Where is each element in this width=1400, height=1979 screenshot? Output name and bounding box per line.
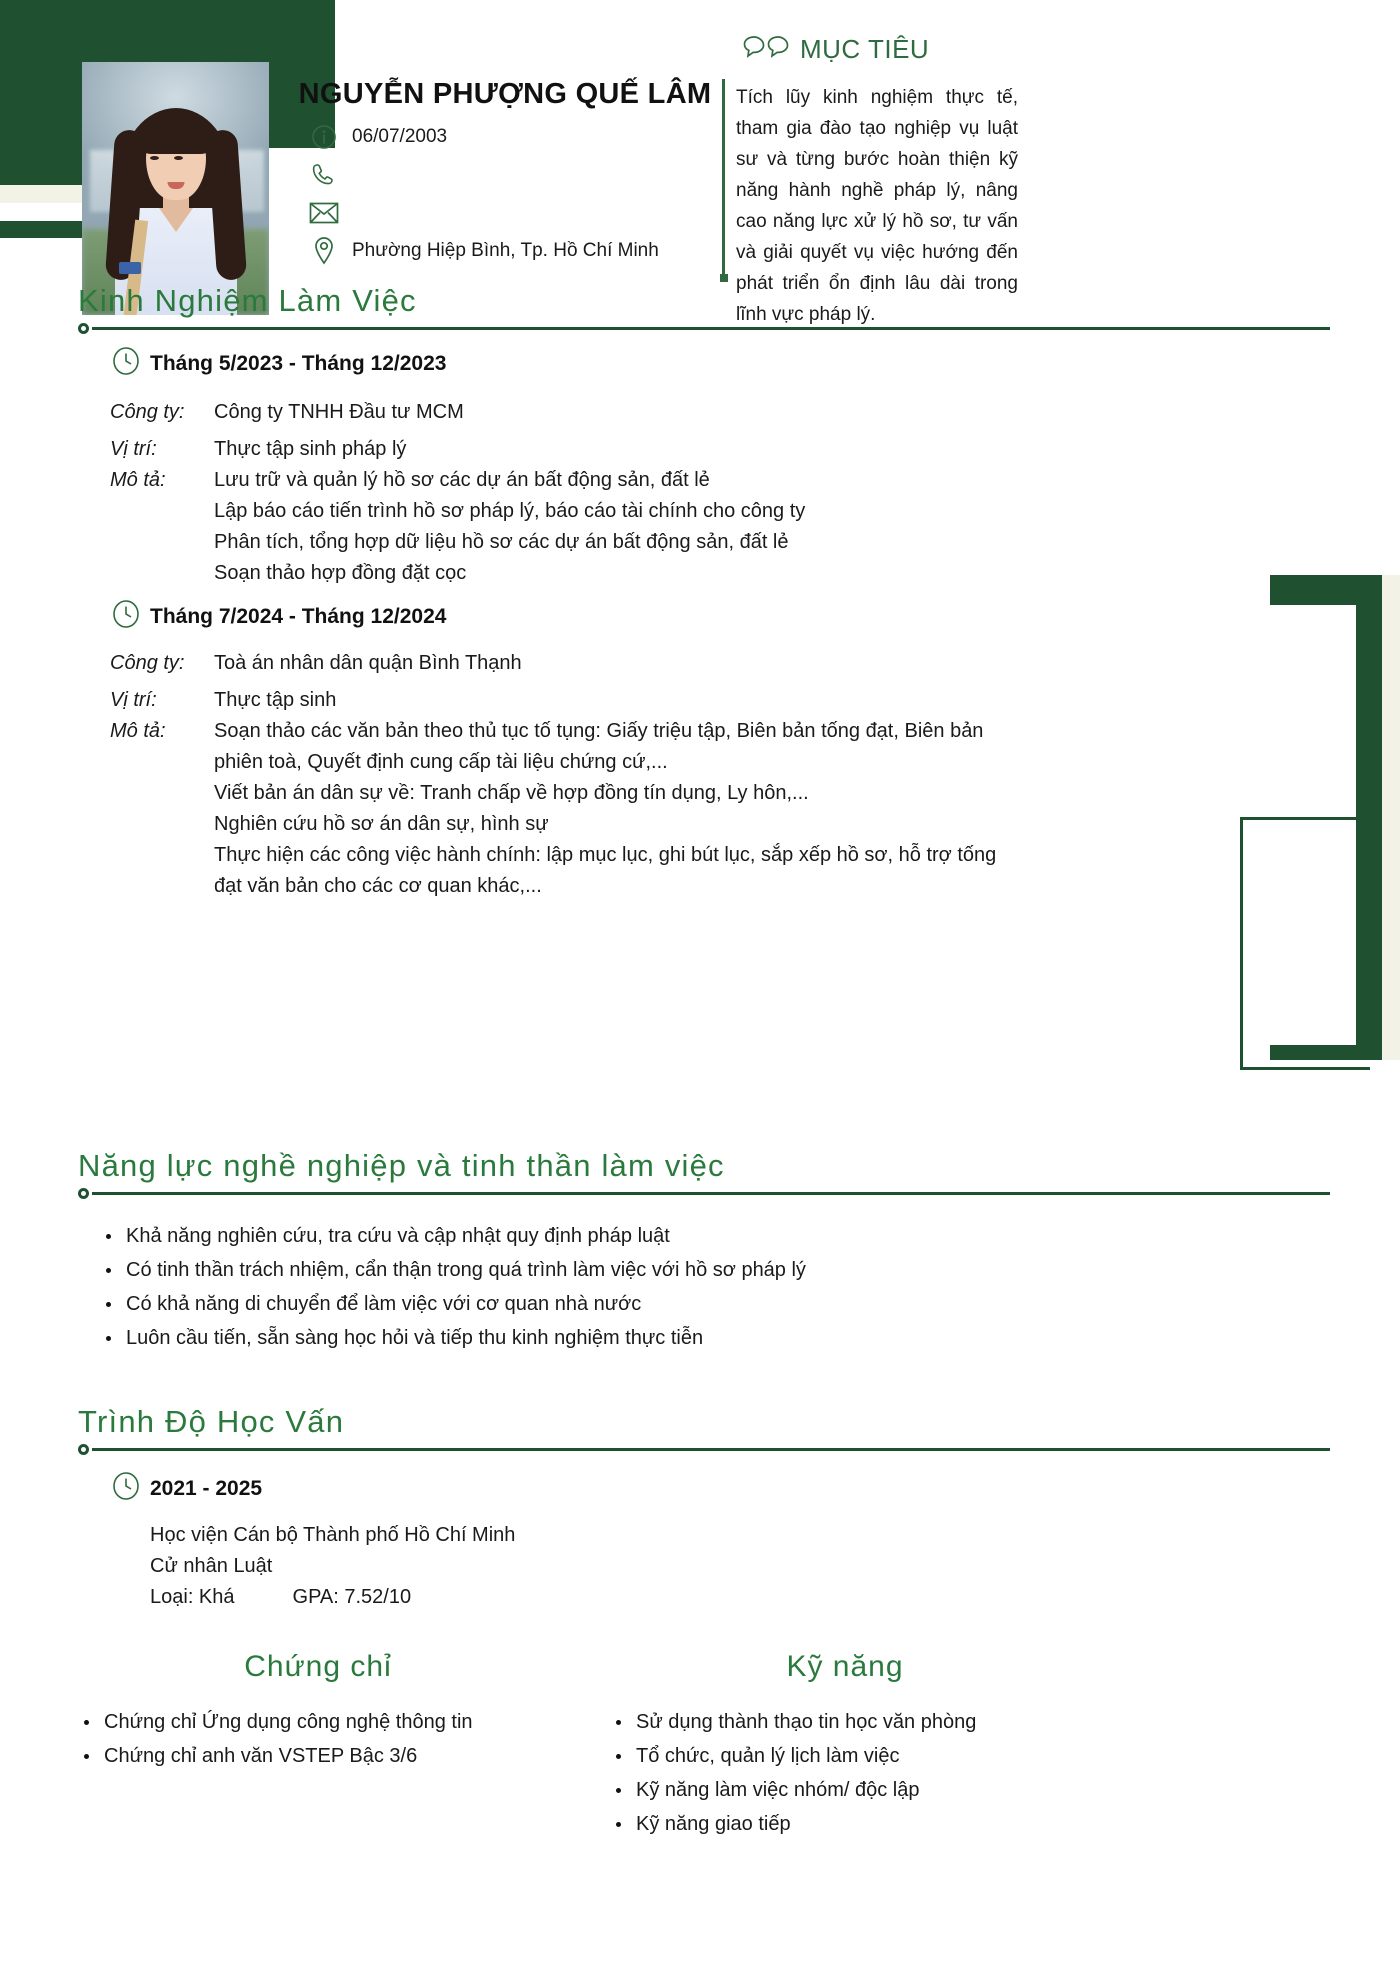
certificates-list xyxy=(78,1705,598,1773)
experience-position-2: Thực tập sinh xyxy=(214,689,337,711)
list-item: Kỹ năng giao tiếp xyxy=(610,1807,1230,1841)
education-degree: Cử nhân Luật xyxy=(150,1555,273,1577)
experience-item-2 xyxy=(110,598,1020,902)
list-item: Chứng chỉ anh văn VSTEP Bậc 3/6 xyxy=(78,1739,598,1773)
experience-desc-line: Lập báo cáo tiến trình hồ sơ pháp lý, báo cáo tài chính cho công ty xyxy=(214,500,806,522)
list-item: Tổ chức, quản lý lịch làm việc xyxy=(610,1739,1230,1773)
experience-company-row-2 xyxy=(110,648,1020,679)
competency-list xyxy=(100,1219,1220,1355)
objective-divider xyxy=(722,79,725,277)
label-description: Mô tả: xyxy=(110,469,166,491)
list-item: Có khả năng di chuyển để làm việc với cơ quan nhà nước xyxy=(100,1287,1220,1321)
section-title-education: Trình Độ Học Vấn xyxy=(78,1404,345,1439)
mail-icon xyxy=(306,201,342,225)
list-item: Có tinh thần trách nhiệm, cẩn thận trong quá trình làm việc với hồ sơ pháp lý xyxy=(100,1253,1220,1287)
list-item: Khả năng nghiên cứu, tra cứu và cập nhật quy định pháp luật xyxy=(100,1219,1220,1253)
experience-date-row-2 xyxy=(110,598,1020,636)
section-title-certificates: Chứng chỉ xyxy=(244,1650,392,1683)
education-grade-row xyxy=(110,1582,910,1613)
education-date-row xyxy=(110,1470,910,1508)
section-divider-competency xyxy=(78,1188,1330,1200)
experience-company-2: Toà án nhân dân quận Bình Thạnh xyxy=(214,652,522,674)
education-grade: Loại: Khá xyxy=(150,1586,235,1608)
label-company: Công ty: xyxy=(110,401,185,423)
experience-date-2: Tháng 7/2024 - Tháng 12/2024 xyxy=(150,605,447,628)
phone-icon xyxy=(306,161,342,189)
experience-position-row-1 xyxy=(110,434,1010,465)
page-title: NGUYỄN PHƯỢNG QUẾ LÂM xyxy=(298,78,712,110)
experience-company-row-1 xyxy=(110,397,1010,428)
experience-company-1: Công ty TNHH Đầu tư MCM xyxy=(214,401,464,423)
label-company: Công ty: xyxy=(110,652,185,674)
experience-desc-line: Lưu trữ và quản lý hồ sơ các dự án bất động sản, đất lẻ xyxy=(214,469,710,491)
profile-photo xyxy=(82,62,269,315)
birthdate-value: 06/07/2003 xyxy=(352,126,448,147)
section-divider-education xyxy=(78,1444,1330,1456)
experience-date-1: Tháng 5/2023 - Tháng 12/2023 xyxy=(150,352,447,375)
education-gpa: GPA: 7.52/10 xyxy=(292,1586,412,1608)
section-title-skills: Kỹ năng xyxy=(786,1650,904,1683)
list-item: Luôn cầu tiến, sẵn sàng học hỏi và tiếp thu kinh nghiệm thực tiễn xyxy=(100,1321,1220,1355)
experience-desc-line: Phân tích, tổng hợp dữ liệu hồ sơ các dự án bất động sản, đất lẻ xyxy=(214,531,789,553)
decor-right-outline xyxy=(1240,817,1370,1070)
experience-description-row-2 xyxy=(110,716,1020,902)
experience-position-row-2 xyxy=(110,685,1020,716)
clock-icon xyxy=(110,1470,142,1508)
experience-position-1: Thực tập sinh pháp lý xyxy=(214,438,407,460)
section-experience xyxy=(78,283,1330,335)
quote-bubbles-icon xyxy=(742,34,794,65)
location-pin-icon xyxy=(306,236,342,266)
clock-icon xyxy=(110,345,142,383)
experience-description-row-1 xyxy=(110,465,1010,589)
skills-list xyxy=(610,1705,1230,1841)
address-value: Phường Hiệp Bình, Tp. Hồ Chí Minh xyxy=(352,240,659,261)
list-item: Chứng chỉ Ứng dụng công nghệ thông tin xyxy=(78,1705,598,1739)
experience-date-row-1 xyxy=(110,345,1010,383)
experience-desc-line: Nghiên cứu hồ sơ án dân sự, hình sự xyxy=(214,813,549,835)
section-competency xyxy=(78,1148,1330,1200)
section-divider-experience xyxy=(78,323,1330,335)
label-position: Vị trí: xyxy=(110,689,157,711)
contact-row-birthdate xyxy=(306,118,726,156)
experience-desc-line: Soạn thảo các văn bản theo thủ tục tố tụng: Giấy triệu tập, Biên bản tống đạt, Biên bản phiên toà, Quyết định cung cấp tài liệu chứng cứ,... xyxy=(214,720,984,773)
contact-row-email xyxy=(306,194,726,232)
info-icon xyxy=(306,124,342,150)
section-title-experience: Kinh Nghiệm Làm Việc xyxy=(78,283,417,318)
education-school: Học viện Cán bộ Thành phố Hồ Chí Minh xyxy=(150,1524,516,1546)
objective-heading xyxy=(742,34,929,65)
experience-desc-line: Soạn thảo hợp đồng đặt cọc xyxy=(214,562,467,584)
label-position: Vị trí: xyxy=(110,438,157,460)
section-education xyxy=(78,1404,1330,1456)
label-description: Mô tả: xyxy=(110,720,166,742)
contact-row-phone xyxy=(306,156,726,194)
contact-row-address xyxy=(306,232,726,270)
experience-item-1 xyxy=(110,345,1010,589)
list-item: Sử dụng thành thạo tin học văn phòng xyxy=(610,1705,1230,1739)
experience-desc-line: Viết bản án dân sự về: Tranh chấp về hợp đồng tín dụng, Ly hôn,... xyxy=(214,782,809,804)
education-item xyxy=(110,1470,910,1613)
list-item: Kỹ năng làm việc nhóm/ độc lập xyxy=(610,1773,1230,1807)
objective-title: MỤC TIÊU xyxy=(800,34,930,64)
contact-list xyxy=(306,118,726,270)
objective-text: Tích lũy kinh nghiệm thực tế, tham gia đào tạo nghiệp vụ luật sư và từng bước hoàn thiện kỹ năng hành nghề pháp lý, nâng cao năng lực xử lý hồ sơ, tư vấn và giải quyết vụ việc hướng đến phát triển ổn định lâu dài trong lĩnh vực pháp lý. xyxy=(736,87,1018,325)
decor-right-cream xyxy=(1382,575,1400,1060)
experience-desc-line: Thực hiện các công việc hành chính: lập mục lục, ghi bút lục, sắp xếp hồ sơ, hỗ trợ tống đạt văn bản cho các cơ quan khác,... xyxy=(214,844,997,897)
section-title-competency: Năng lực nghề nghiệp và tinh thần làm việc xyxy=(78,1148,725,1183)
education-date: 2021 - 2025 xyxy=(150,1477,263,1500)
clock-icon xyxy=(110,598,142,636)
